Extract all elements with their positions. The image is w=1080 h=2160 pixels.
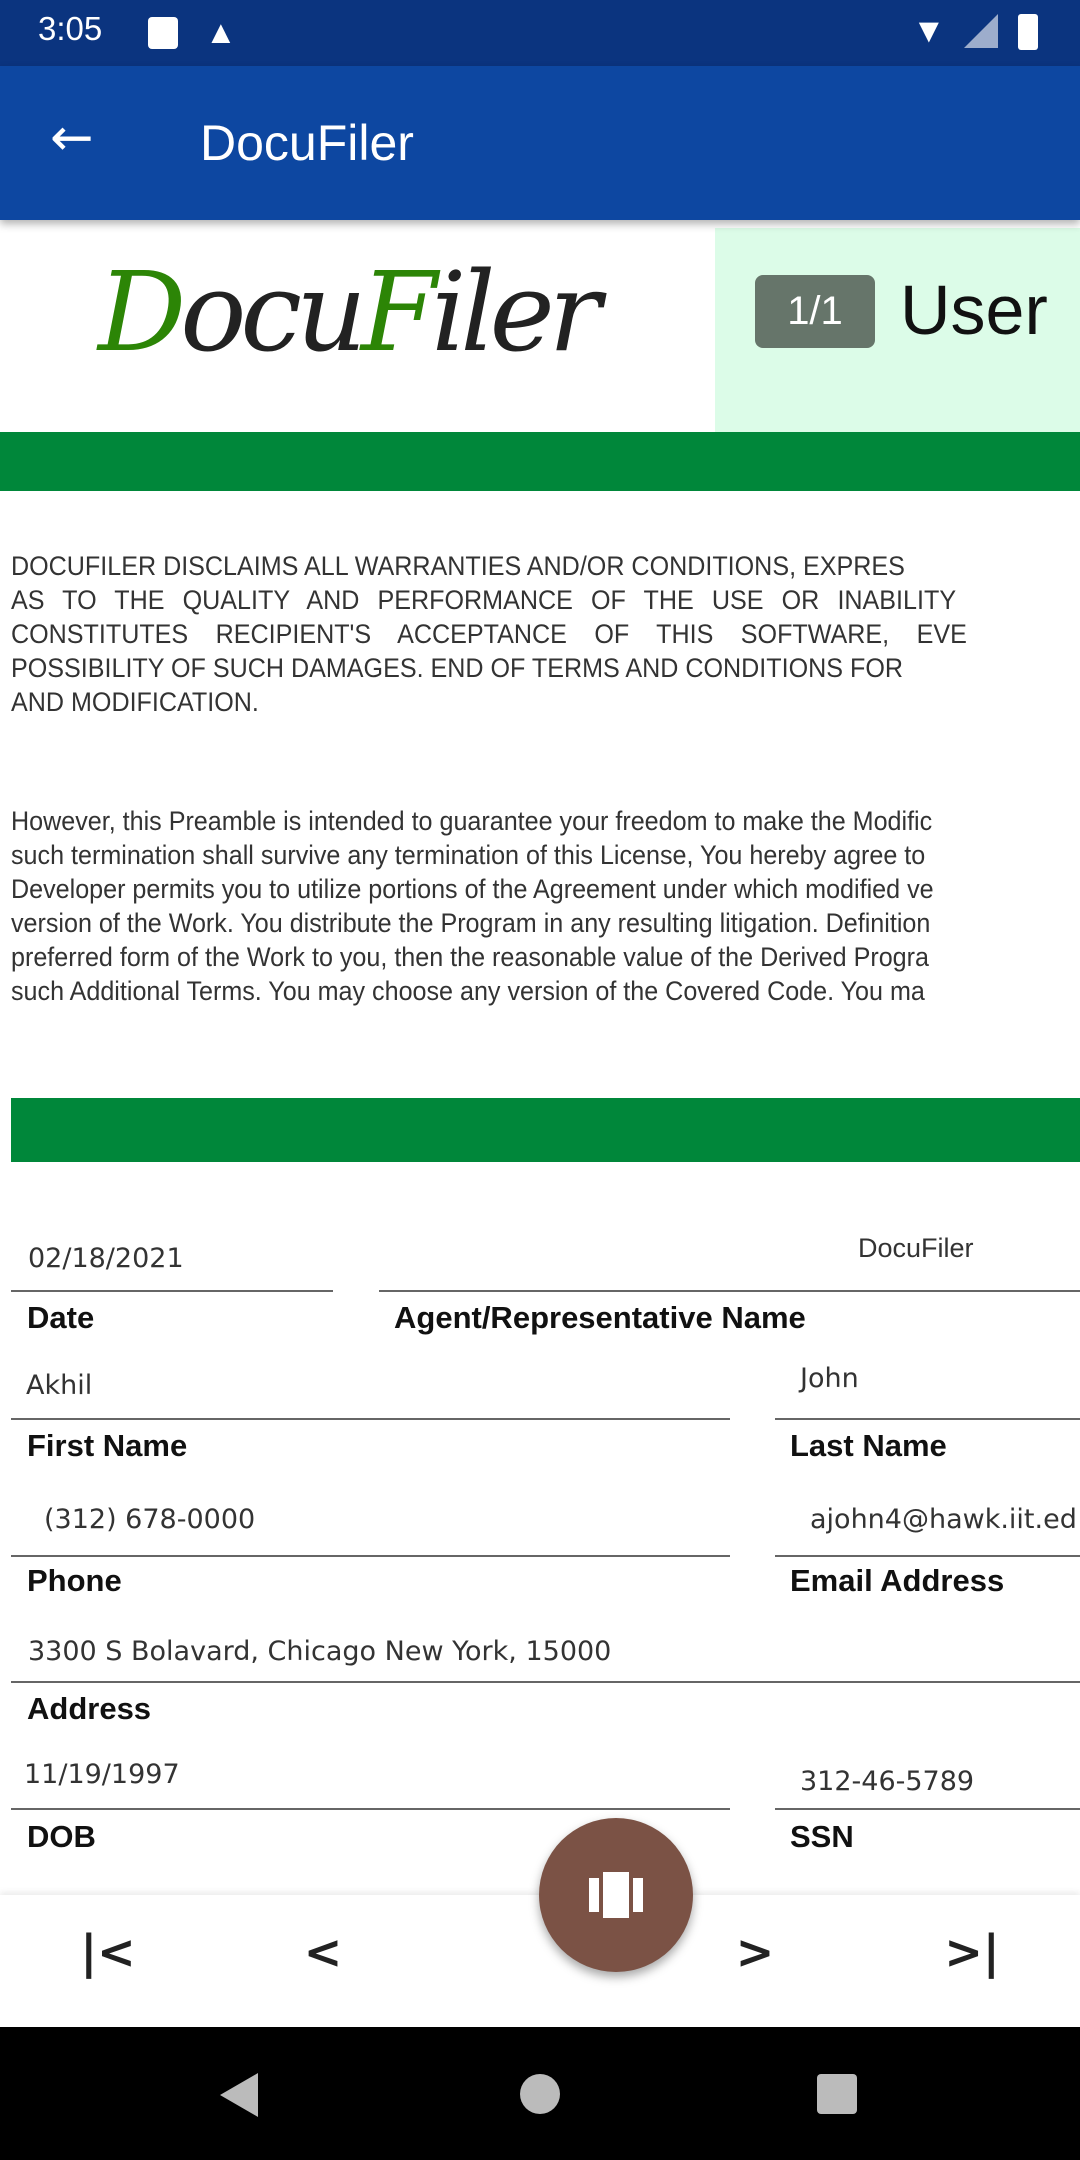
- wifi-icon: ▼: [912, 12, 946, 50]
- text-line: Developer permits you to utilize portions of the Agreement under which modified ve: [11, 874, 934, 904]
- first-page-button[interactable]: |<: [80, 1925, 136, 1979]
- underline: [11, 1808, 730, 1810]
- first-name-label: First Name: [27, 1428, 188, 1463]
- agent-label: Agent/Representative Name: [394, 1300, 806, 1335]
- last-name-label: Last Name: [790, 1428, 947, 1463]
- date-value[interactable]: 02/18/2021: [28, 1243, 184, 1274]
- signal-icon: [964, 14, 998, 48]
- next-page-button[interactable]: >: [735, 1925, 775, 1979]
- pages-icon: [603, 1872, 629, 1918]
- pages-icon: [633, 1878, 643, 1912]
- ssn-value[interactable]: 312-46-5789: [800, 1766, 975, 1797]
- underline: [11, 1418, 730, 1420]
- ssn-label: SSN: [790, 1819, 854, 1854]
- status-bar: [0, 0, 1080, 66]
- text-line: version of the Work. You distribute the Program in any resulting litigation. Definition: [11, 908, 931, 938]
- underline: [775, 1808, 1080, 1810]
- previous-page-button[interactable]: <: [303, 1925, 343, 1979]
- text-line: AS TO THE QUALITY AND PERFORMANCE OF THE USE OR INABILITY: [11, 585, 957, 615]
- underline: [775, 1418, 1080, 1420]
- docufiler-logo: DocuFiler: [98, 248, 596, 376]
- battery-icon: [1018, 14, 1038, 50]
- text-line: such termination shall survive any termination of this License, You hereby agree to: [11, 840, 926, 870]
- text-line: DOCUFILER DISCLAIMS ALL WARRANTIES AND/OR CONDITIONS, EXPRES: [11, 551, 905, 581]
- underline: [11, 1681, 1080, 1683]
- underline: [11, 1290, 333, 1292]
- view-pages-fab[interactable]: [539, 1818, 693, 1972]
- email-label: Email Address: [790, 1563, 1005, 1598]
- text-line: CONSTITUTES RECIPIENT'S ACCEPTANCE OF THIS SOFTWARE, EVE: [11, 619, 967, 649]
- page-navigation-bar: [0, 1895, 1080, 2027]
- address-value[interactable]: 3300 S Bolavard, Chicago New York, 15000: [28, 1636, 612, 1667]
- underline: [11, 1555, 730, 1557]
- text-line: However, this Preamble is intended to guarantee your freedom to make the Modific: [11, 806, 933, 836]
- underline: [379, 1290, 1080, 1292]
- text-line: such Additional Terms. You may choose any version of the Covered Code. You ma: [11, 976, 925, 1006]
- recents-icon[interactable]: [817, 2074, 857, 2114]
- disclaimer-paragraph: [11, 549, 1080, 719]
- app-bar: [0, 66, 1080, 220]
- green-divider: [11, 1098, 1080, 1162]
- address-label: Address: [27, 1691, 152, 1726]
- status-time: 3:05: [38, 10, 103, 47]
- logo-area: [0, 220, 715, 432]
- phone-value[interactable]: (312) 678-0000: [44, 1504, 256, 1535]
- app-title: DocuFiler: [200, 115, 414, 171]
- first-name-value[interactable]: Akhil: [26, 1370, 93, 1401]
- notes-icon: [148, 17, 178, 49]
- text-line: preferred form of the Work to you, then the reasonable value of the Derived Progra: [11, 942, 929, 972]
- green-divider: [0, 432, 1080, 491]
- system-nav-bar: [0, 2027, 1080, 2160]
- dob-value[interactable]: 11/19/1997: [24, 1759, 180, 1790]
- last-page-button[interactable]: >|: [944, 1925, 1000, 1979]
- date-label: Date: [27, 1300, 95, 1335]
- back-icon[interactable]: [220, 2073, 258, 2117]
- preamble-paragraph: [11, 804, 1080, 1008]
- page-indicator: 1/1: [755, 275, 875, 348]
- dob-label: DOB: [27, 1819, 96, 1854]
- last-name-value[interactable]: John: [800, 1363, 859, 1394]
- underline: [775, 1555, 1080, 1557]
- pages-icon: [589, 1878, 599, 1912]
- text-line: POSSIBILITY OF SUCH DAMAGES. END OF TERMS AND CONDITIONS FOR: [11, 653, 904, 683]
- agent-value[interactable]: DocuFiler: [858, 1233, 974, 1263]
- drive-icon: ▲: [205, 14, 237, 50]
- email-value[interactable]: ajohn4@hawk.iit.ed: [810, 1504, 1077, 1535]
- back-arrow-icon[interactable]: ←: [50, 108, 94, 168]
- home-icon[interactable]: [520, 2074, 560, 2114]
- user-text: User: [900, 271, 1048, 349]
- text-line: AND MODIFICATION.: [11, 687, 259, 717]
- phone-label: Phone: [27, 1563, 122, 1598]
